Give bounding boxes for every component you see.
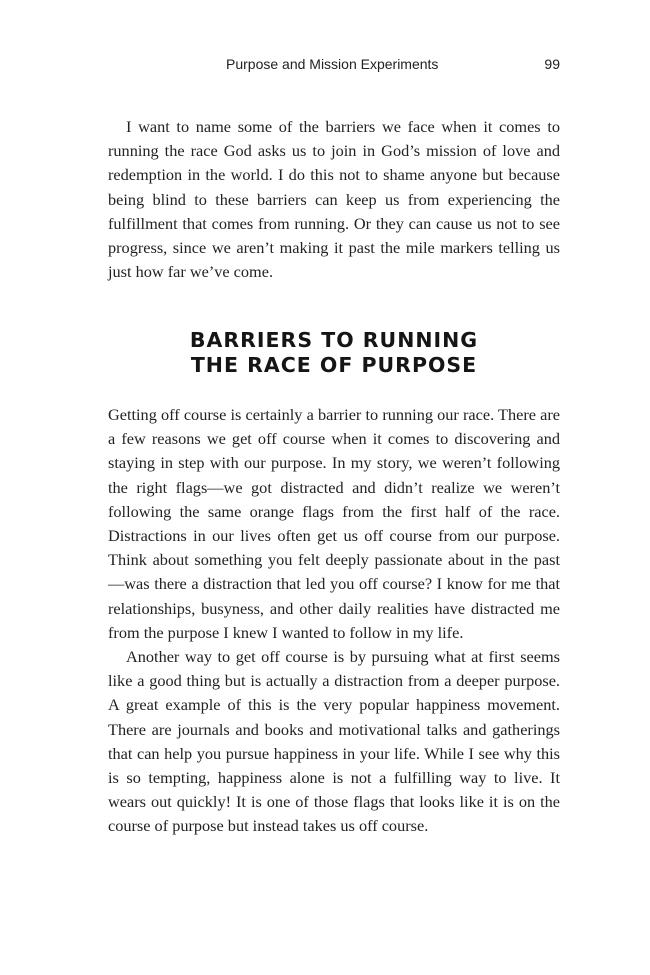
intro-section — [108, 115, 560, 284]
section-heading-line-2: THE RACE OF PURPOSE — [190, 353, 478, 377]
section-paragraph-2: Another way to get off course is by pursuing what at first seems like a good thing but is actually a distraction from a deeper purpose. A great example of this is the very popular happiness movement. There are journals and books and motivational talks and gatherings that can help you pursue happiness in your life. While I see why this is so tempting, happiness alone is not a fulfilling way to live. It wears out quickly! It is one of those flags that looks like it is on the course of purpose but instead takes us off course. — [108, 647, 560, 836]
section-heading-line-1: BARRIERS TO RUNNING — [189, 328, 479, 352]
page-number: 99 — [544, 56, 560, 72]
section-heading — [108, 328, 560, 378]
chapter-title: Purpose and Mission Experiments — [226, 56, 439, 72]
section-body — [108, 403, 560, 839]
intro-paragraph: I want to name some of the barriers we face when it comes to running the race God asks us to join in God’s mission of love and redemption in the world. I do this not to shame anyone but because being blind to these barriers can keep us from experiencing the fulfillment that comes from running. Or they can cause us not to see progress, since we aren’t making it past the mile markers telling us just how far we’ve come. — [108, 117, 560, 282]
running-header — [108, 56, 560, 76]
section-paragraph-1: Getting off course is certainly a barrier to running our race. There are a few reasons we get off course when it comes to discovering and staying in step with our purpose. In my story, we weren’t following the right flags—we got distracted and didn’t realize we weren’t following the same orange flags from the first half of the race. Distractions in our lives often get us off course from our purpose. Think about something you felt deeply passionate about in the past—was there a distraction that led you off course? I know for me that relationships, busyness, and other daily realities have distracted me from the purpose I knew I wanted to follow in my life. — [108, 405, 560, 642]
